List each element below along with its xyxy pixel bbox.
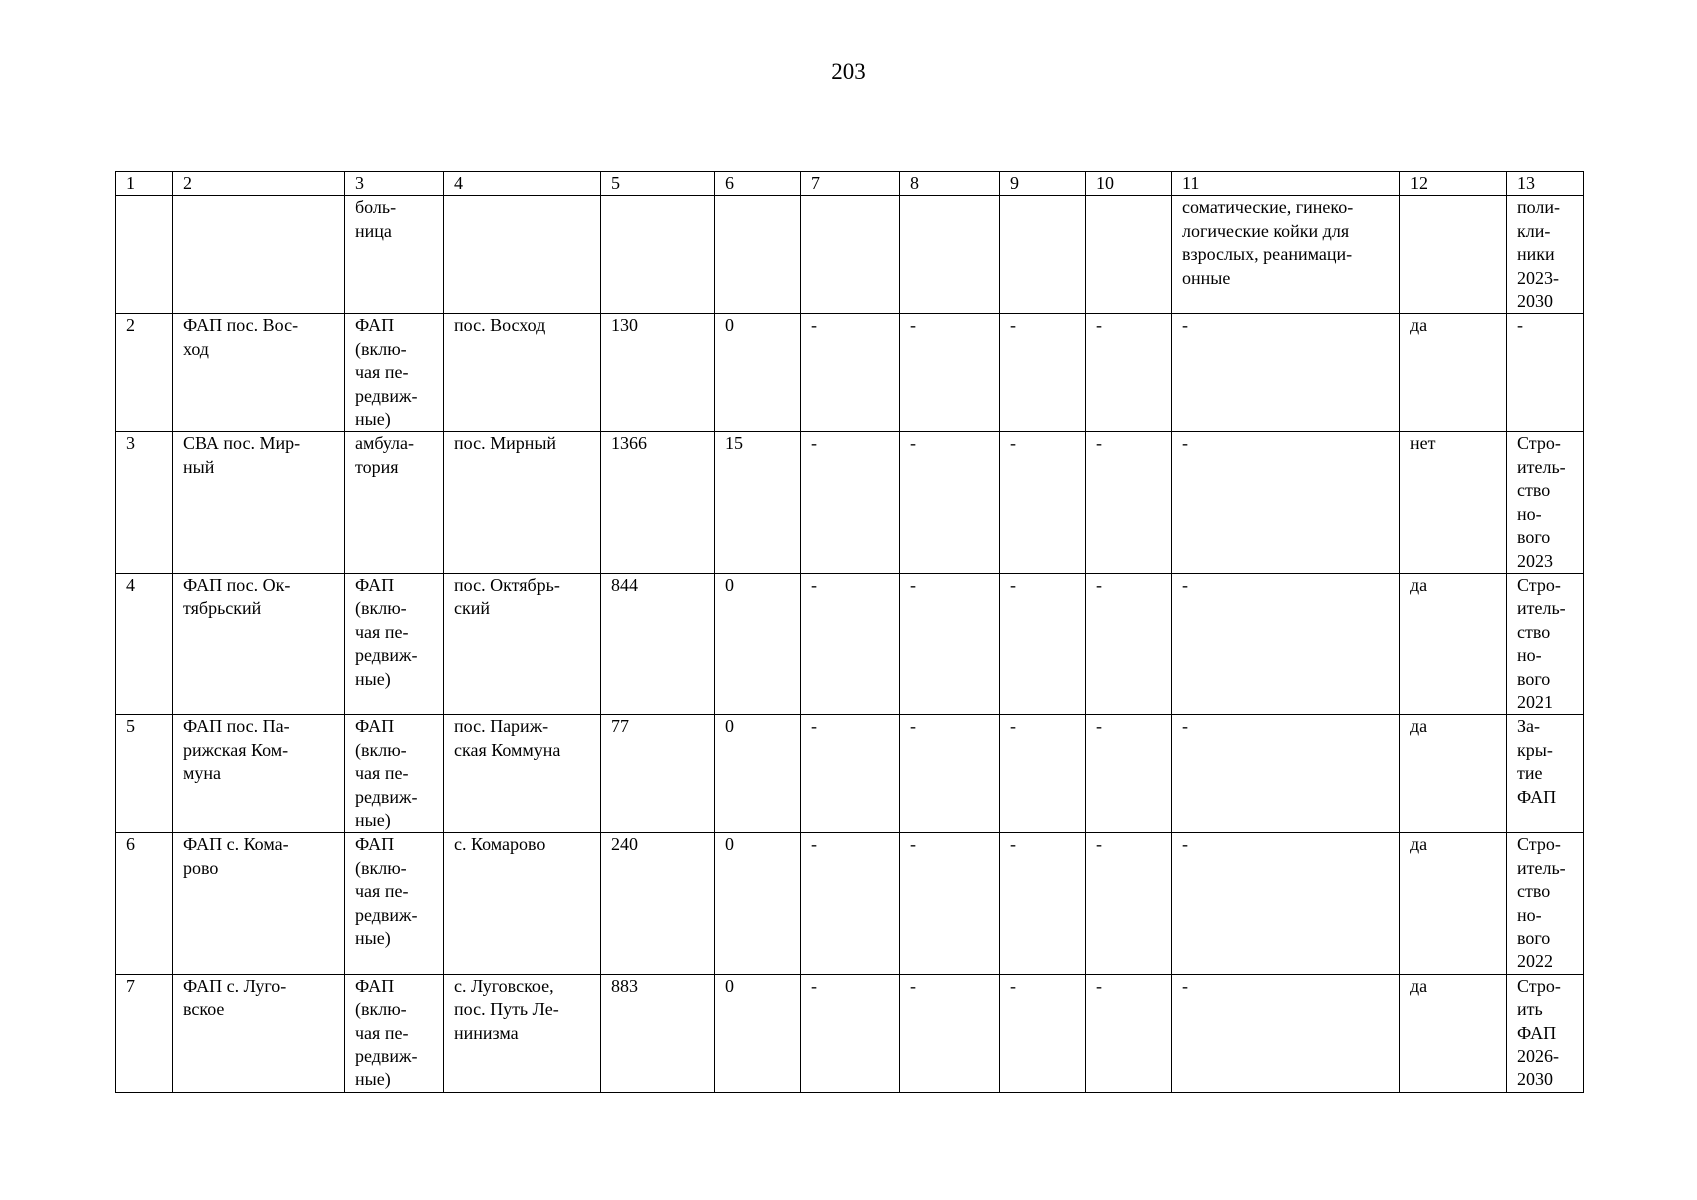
column-number-header: 6 <box>715 172 801 196</box>
cell-text: (вклю- <box>355 857 407 878</box>
cell-text: но- <box>1517 503 1542 524</box>
table-cell <box>1507 314 1584 432</box>
table-cell <box>1172 573 1400 714</box>
table-cell <box>715 196 801 314</box>
cell-text: ФАП <box>355 315 395 336</box>
cell-text: но- <box>1517 904 1542 925</box>
table-cell <box>1400 432 1507 573</box>
table-cell <box>1507 974 1584 1092</box>
table-cell <box>444 974 601 1092</box>
cell-text: - <box>910 315 916 336</box>
table-cell <box>715 974 801 1092</box>
cell-text: - <box>811 574 817 595</box>
cell-text: - <box>1010 834 1016 855</box>
table-cell <box>444 196 601 314</box>
table-cell <box>715 833 801 974</box>
cell-text: 6 <box>126 834 135 855</box>
cell-text: ФАП пос. Вос- <box>183 315 299 336</box>
cell-text: ить <box>1517 999 1543 1020</box>
table-cell <box>1172 314 1400 432</box>
table-cell <box>601 974 715 1092</box>
cell-text: ный <box>183 456 215 477</box>
cell-text: вого <box>1517 928 1551 948</box>
cell-text: - <box>910 834 916 855</box>
table-cell <box>900 314 1000 432</box>
cell-text: - <box>1010 574 1016 595</box>
column-number-header: 3 <box>345 172 444 196</box>
table-cell <box>444 715 601 833</box>
cell-text: Стро- <box>1517 834 1561 855</box>
table-cell <box>345 314 444 432</box>
table-cell <box>715 314 801 432</box>
table-cell <box>1400 314 1507 432</box>
table-cell <box>1172 833 1400 974</box>
cell-text: кли- <box>1517 220 1551 241</box>
cell-text: ская Коммуна <box>454 739 561 760</box>
cell-text: с. Комарово <box>454 834 546 855</box>
table-cell <box>601 573 715 714</box>
cell-text: вское <box>183 999 225 1020</box>
cell-text: боль- <box>355 197 397 218</box>
cell-text: - <box>910 716 916 737</box>
table-cell <box>1400 833 1507 974</box>
cell-text: Стро- <box>1517 574 1561 595</box>
cell-text: редвиж- <box>355 385 418 406</box>
table-cell <box>801 833 900 974</box>
cell-text: - <box>1010 433 1016 454</box>
table-cell <box>345 196 444 314</box>
table-cell <box>1400 715 1507 833</box>
table-cell <box>116 196 173 314</box>
table-cell <box>1086 715 1172 833</box>
table-cell <box>345 715 444 833</box>
cell-text: ФАП с. Кома- <box>183 834 289 855</box>
table-cell <box>715 715 801 833</box>
cell-text: ница <box>355 220 392 241</box>
cell-text: 240 <box>611 834 638 855</box>
cell-text: 2026- <box>1517 1046 1559 1067</box>
column-number-header: 7 <box>801 172 900 196</box>
table-cell <box>1086 196 1172 314</box>
cell-text: 0 <box>725 834 734 855</box>
cell-text: ство <box>1517 621 1551 642</box>
table-cell <box>173 974 345 1092</box>
table-row <box>116 974 1584 1092</box>
cell-text: 4 <box>126 574 135 595</box>
table-cell <box>1172 196 1400 314</box>
cell-text: вого <box>1517 527 1551 548</box>
column-number-header: 1 <box>116 172 173 196</box>
table-cell <box>1400 974 1507 1092</box>
table-cell <box>801 715 900 833</box>
cell-text: - <box>1182 315 1188 336</box>
table-cell <box>444 314 601 432</box>
page-number: 203 <box>831 59 866 84</box>
column-number-header: 2 <box>173 172 345 196</box>
cell-text: да <box>1410 315 1428 336</box>
cell-text: - <box>1096 574 1102 595</box>
cell-text: ство <box>1517 480 1551 501</box>
cell-text: пос. Восход <box>454 315 546 336</box>
table-cell <box>801 432 900 573</box>
cell-text: итель- <box>1517 456 1566 477</box>
column-number-header: 8 <box>900 172 1000 196</box>
cell-text: Стро- <box>1517 433 1561 454</box>
cell-text: но- <box>1517 645 1542 666</box>
table-cell <box>1000 974 1086 1092</box>
table-cell <box>116 314 173 432</box>
table-cell <box>173 196 345 314</box>
table-cell <box>1000 573 1086 714</box>
table-row <box>116 196 1584 314</box>
cell-text: 2021 <box>1517 691 1553 712</box>
table-cell <box>715 573 801 714</box>
cell-text: 1366 <box>611 433 647 454</box>
cell-text: ство <box>1517 881 1551 902</box>
cell-text: да <box>1410 716 1428 737</box>
table-cell <box>1086 314 1172 432</box>
table-cell <box>1172 974 1400 1092</box>
cell-text: ФАП пос. Ок- <box>183 574 291 595</box>
table-cell <box>900 833 1000 974</box>
table-row <box>116 573 1584 714</box>
cell-text: ФАП <box>355 716 395 737</box>
cell-text: - <box>1182 834 1188 855</box>
table-cell <box>444 432 601 573</box>
cell-text: редвиж- <box>355 645 418 666</box>
table-cell <box>1507 432 1584 573</box>
cell-text: соматические, гинеко- <box>1182 197 1354 218</box>
table-cell <box>601 314 715 432</box>
data-table <box>115 171 1584 1093</box>
table-cell <box>1507 833 1584 974</box>
table-cell <box>900 573 1000 714</box>
cell-text: итель- <box>1517 598 1566 619</box>
table-cell <box>173 573 345 714</box>
cell-text: взрослых, реанимаци- <box>1182 244 1353 265</box>
cell-text: итель- <box>1517 857 1566 878</box>
cell-text: - <box>1096 315 1102 336</box>
cell-text: За- <box>1517 716 1541 737</box>
table-cell <box>116 715 173 833</box>
cell-text: - <box>811 433 817 454</box>
cell-text: 0 <box>725 975 734 996</box>
table-cell <box>801 196 900 314</box>
table-cell <box>444 573 601 714</box>
cell-text: 883 <box>611 975 638 996</box>
table-cell <box>801 573 900 714</box>
cell-text: - <box>1182 433 1188 454</box>
column-number-header: 9 <box>1000 172 1086 196</box>
cell-text: ные) <box>355 668 391 689</box>
cell-text: с. Луговское, <box>454 975 554 996</box>
cell-text: вого <box>1517 668 1551 689</box>
table-cell <box>345 833 444 974</box>
table-cell <box>801 314 900 432</box>
table-cell <box>116 833 173 974</box>
cell-text: - <box>1182 975 1188 996</box>
cell-text: - <box>1517 315 1523 336</box>
table-cell <box>601 432 715 573</box>
column-number-header: 12 <box>1400 172 1507 196</box>
cell-text: ники <box>1517 244 1555 265</box>
table-body <box>116 172 1584 1093</box>
table-cell <box>601 196 715 314</box>
cell-text: 2 <box>126 315 135 336</box>
table-cell <box>1172 715 1400 833</box>
cell-text: да <box>1410 834 1428 855</box>
cell-text: ский <box>454 598 490 619</box>
table-cell <box>900 715 1000 833</box>
cell-text: онные <box>1182 267 1231 288</box>
cell-text: редвиж- <box>355 1046 418 1067</box>
cell-text: 2023- <box>1517 267 1559 288</box>
column-number-header: 10 <box>1086 172 1172 196</box>
table-cell <box>1507 196 1584 314</box>
column-number-header: 13 <box>1507 172 1584 196</box>
cell-text: (вклю- <box>355 999 407 1020</box>
table-cell <box>900 196 1000 314</box>
cell-text: - <box>1096 975 1102 996</box>
cell-text: нет <box>1410 433 1436 454</box>
table-cell <box>444 833 601 974</box>
column-number-row <box>116 172 1584 196</box>
cell-text: 77 <box>611 716 629 737</box>
table-cell <box>601 833 715 974</box>
cell-text: 0 <box>725 315 734 336</box>
cell-text: пос. Путь Ле- <box>454 999 559 1020</box>
table-cell <box>116 573 173 714</box>
table-cell <box>173 833 345 974</box>
table-cell <box>715 432 801 573</box>
cell-text: нинизма <box>454 1022 519 1043</box>
cell-text: - <box>811 315 817 336</box>
table-row <box>116 833 1584 974</box>
cell-text: (вклю- <box>355 739 407 760</box>
table-cell <box>1086 974 1172 1092</box>
cell-text: - <box>1010 716 1016 737</box>
table-cell <box>1000 432 1086 573</box>
table-cell <box>1000 196 1086 314</box>
cell-text: - <box>1182 716 1188 737</box>
cell-text: - <box>811 716 817 737</box>
cell-text: поли- <box>1517 197 1561 218</box>
cell-text: ФАП <box>355 574 395 595</box>
table-row <box>116 715 1584 833</box>
table-row <box>116 314 1584 432</box>
table-cell <box>1000 715 1086 833</box>
cell-text: - <box>910 433 916 454</box>
cell-text: чая пе- <box>355 362 409 383</box>
cell-text: - <box>1096 716 1102 737</box>
cell-text: амбула- <box>355 433 415 454</box>
cell-text: 0 <box>725 716 734 737</box>
table-cell <box>1000 314 1086 432</box>
table-cell <box>173 432 345 573</box>
cell-text: чая пе- <box>355 881 409 902</box>
cell-text: Стро- <box>1517 975 1561 996</box>
cell-text: ные) <box>355 1069 391 1090</box>
cell-text: 7 <box>126 975 135 996</box>
cell-text: ФАП <box>355 975 395 996</box>
cell-text: ФАП <box>1517 786 1557 807</box>
cell-text: редвиж- <box>355 786 418 807</box>
table-cell <box>1000 833 1086 974</box>
table-cell <box>173 314 345 432</box>
column-number-header: 11 <box>1172 172 1400 196</box>
cell-text: рово <box>183 857 219 878</box>
cell-text: тябрьский <box>183 598 262 619</box>
cell-text: - <box>1096 834 1102 855</box>
table-cell <box>1400 196 1507 314</box>
table-cell <box>1507 715 1584 833</box>
cell-text: 130 <box>611 315 638 336</box>
cell-text: тие <box>1517 763 1543 784</box>
cell-text: - <box>811 834 817 855</box>
table-cell <box>116 432 173 573</box>
cell-text: чая пе- <box>355 763 409 784</box>
cell-text: 5 <box>126 716 135 737</box>
cell-text: 2023 <box>1517 550 1553 571</box>
cell-text: да <box>1410 975 1428 996</box>
cell-text: - <box>1182 574 1188 595</box>
table-cell <box>345 432 444 573</box>
table-cell <box>173 715 345 833</box>
cell-text: 15 <box>725 433 743 454</box>
cell-text: 2030 <box>1517 291 1553 312</box>
cell-text: чая пе- <box>355 1022 409 1043</box>
table-row <box>116 432 1584 573</box>
cell-text: 0 <box>725 574 734 595</box>
cell-text: - <box>1010 975 1016 996</box>
table-cell <box>900 432 1000 573</box>
table-cell <box>1400 573 1507 714</box>
table-cell <box>116 974 173 1092</box>
cell-text: 844 <box>611 574 638 595</box>
cell-text: пос. Париж- <box>454 716 549 737</box>
cell-text: ные) <box>355 809 391 830</box>
column-number-header: 5 <box>601 172 715 196</box>
cell-text: - <box>811 975 817 996</box>
cell-text: муна <box>183 763 222 784</box>
table-cell <box>345 974 444 1092</box>
cell-text: (вклю- <box>355 338 407 359</box>
table-cell <box>1086 573 1172 714</box>
table-cell <box>1086 833 1172 974</box>
cell-text: пос. Октябрь- <box>454 574 560 595</box>
cell-text: логические койки для <box>1182 220 1350 241</box>
table-cell <box>1507 573 1584 714</box>
table-cell <box>601 715 715 833</box>
cell-text: ные) <box>355 409 391 430</box>
cell-text: СВА пос. Мир- <box>183 433 301 454</box>
cell-text: ФАП <box>1517 1022 1557 1043</box>
column-number-header: 4 <box>444 172 601 196</box>
cell-text: ход <box>183 338 209 359</box>
table-cell <box>1086 432 1172 573</box>
cell-text: пос. Мирный <box>454 433 557 454</box>
cell-text: ФАП <box>355 834 395 855</box>
cell-text: - <box>1096 433 1102 454</box>
cell-text: рижская Ком- <box>183 739 289 760</box>
table-cell <box>1172 432 1400 573</box>
cell-text: ные) <box>355 928 391 948</box>
table-cell <box>345 573 444 714</box>
table-cell <box>801 974 900 1092</box>
cell-text: - <box>910 574 916 595</box>
cell-text: чая пе- <box>355 621 409 642</box>
cell-text: 3 <box>126 433 135 454</box>
cell-text: редвиж- <box>355 904 418 925</box>
cell-text: - <box>1010 315 1016 336</box>
cell-text: (вклю- <box>355 598 407 619</box>
cell-text: ФАП с. Луго- <box>183 975 287 996</box>
cell-text: - <box>910 975 916 996</box>
cell-text: кры- <box>1517 739 1553 760</box>
cell-text: 2030 <box>1517 1069 1553 1090</box>
cell-text: 2022 <box>1517 951 1553 972</box>
cell-text: тория <box>355 456 399 477</box>
table-cell <box>900 974 1000 1092</box>
cell-text: ФАП пос. Па- <box>183 716 290 737</box>
cell-text: да <box>1410 574 1428 595</box>
